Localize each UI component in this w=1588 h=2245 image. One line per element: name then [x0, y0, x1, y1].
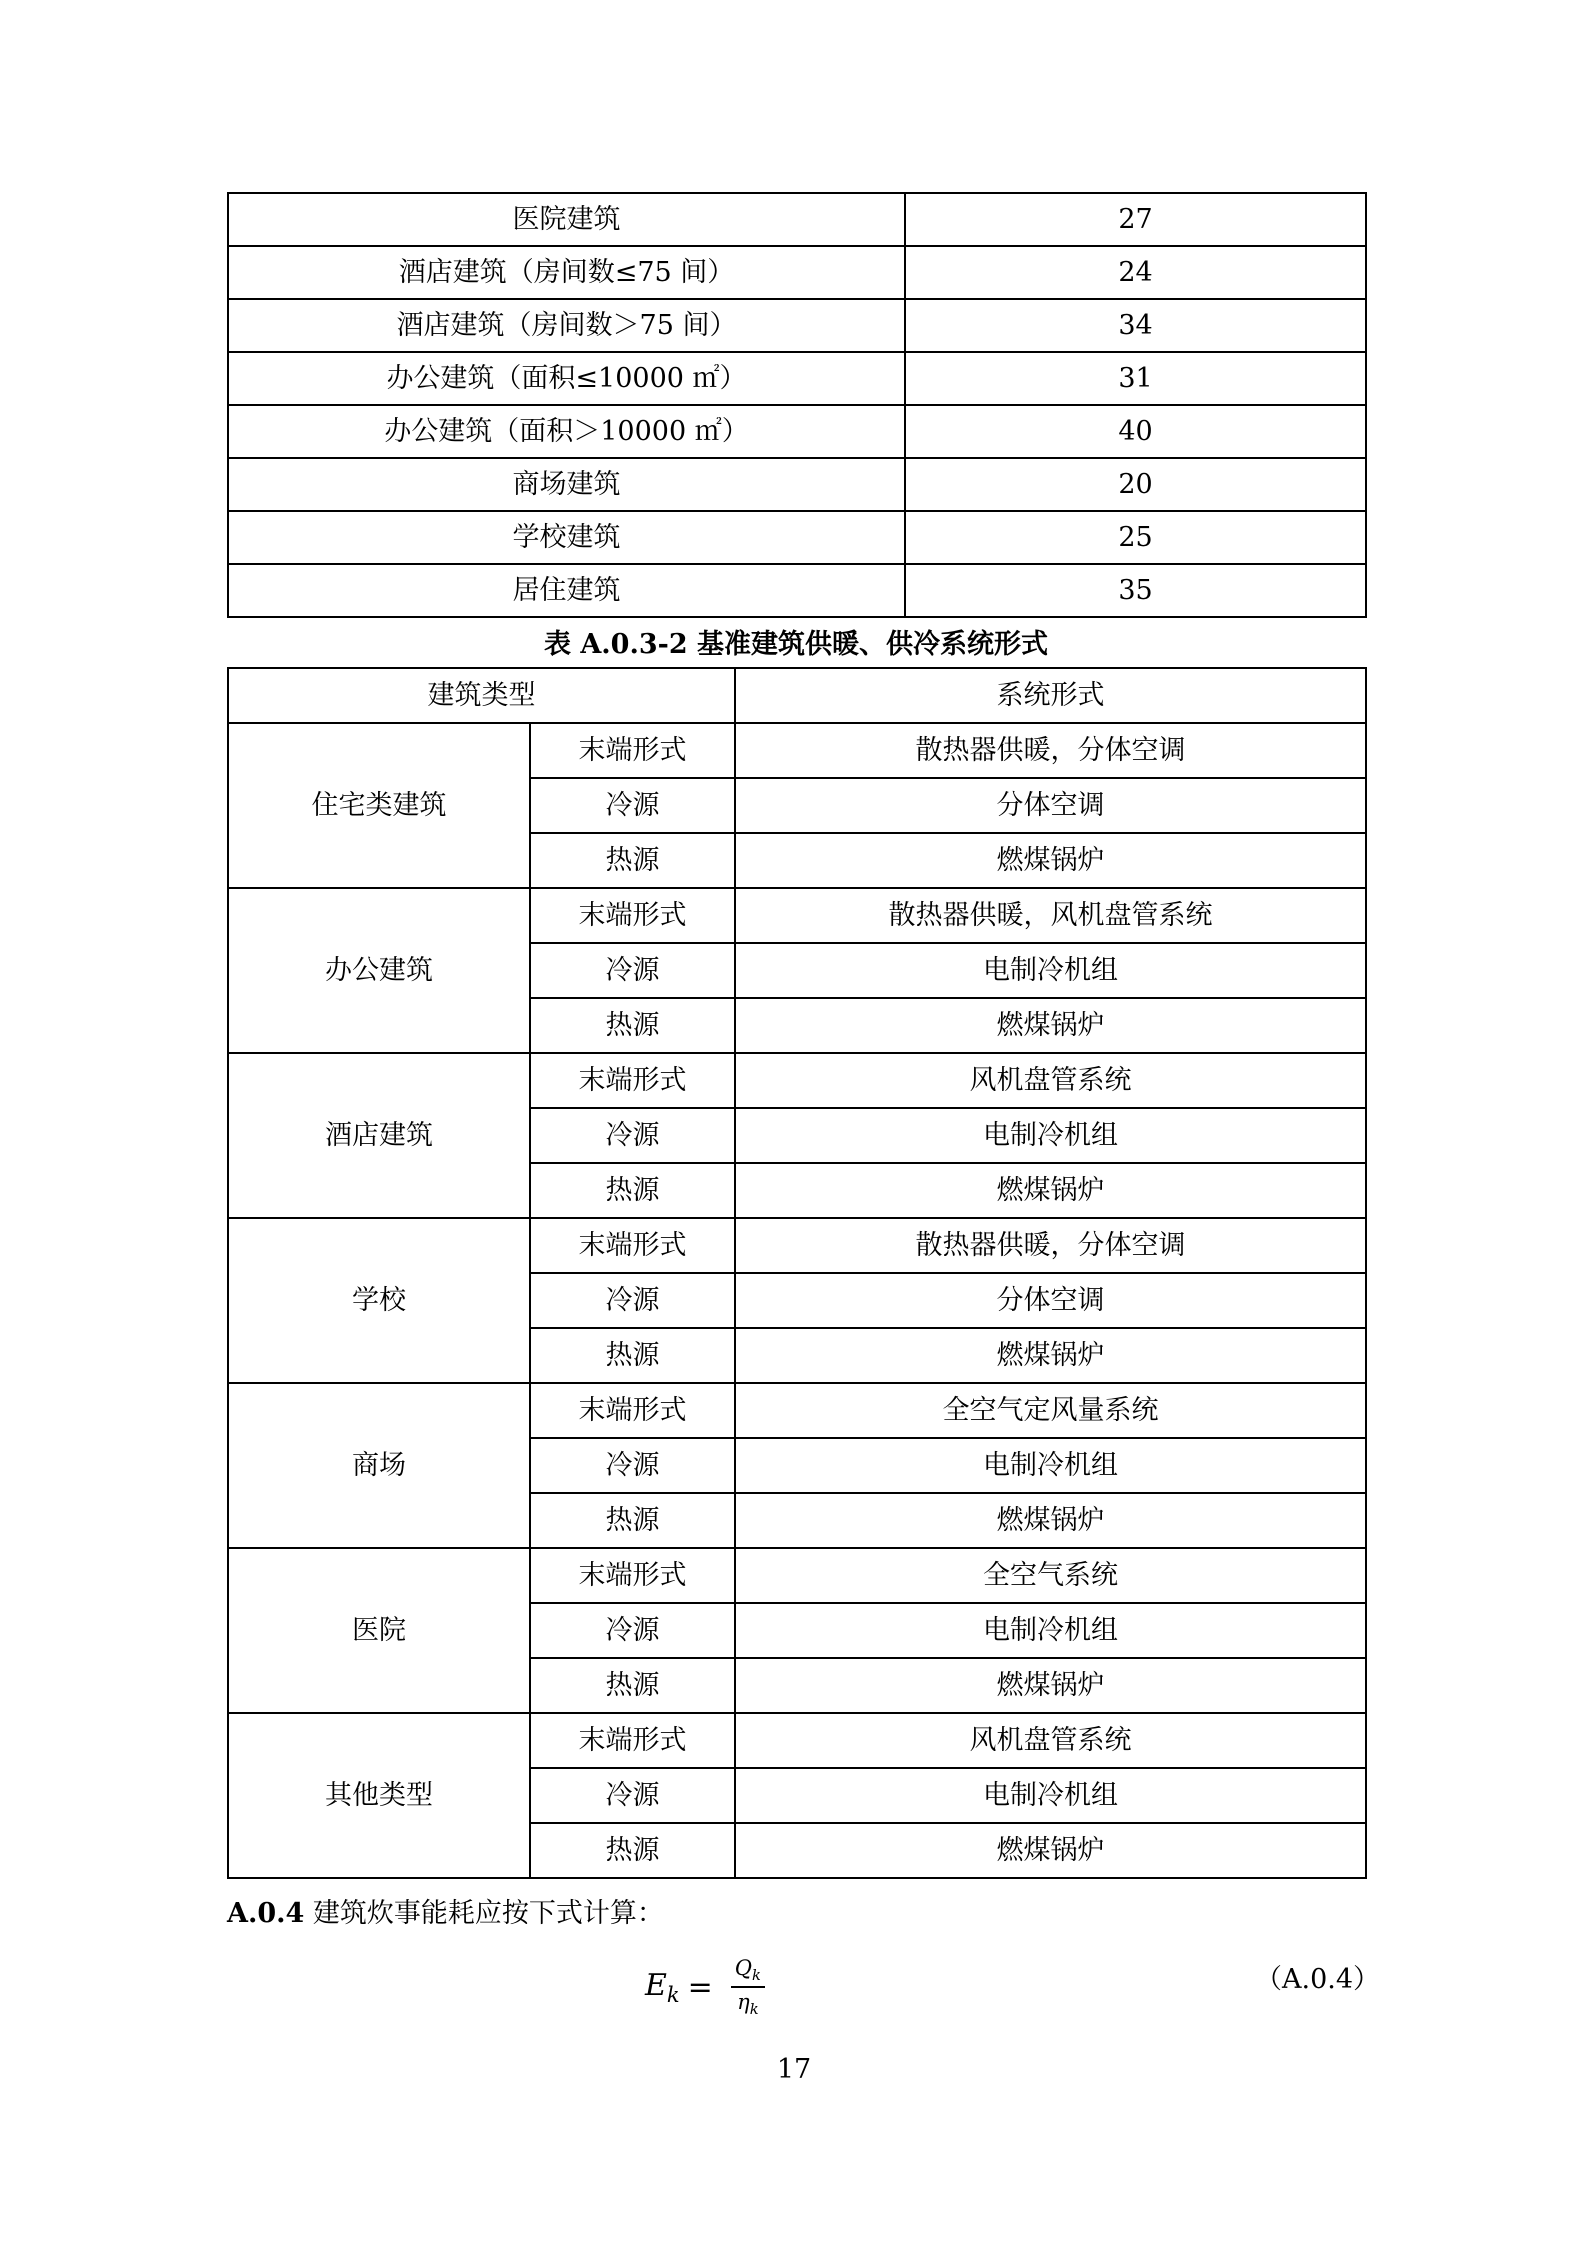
value-cell: 31 [905, 352, 1366, 405]
system-part-cell: 热源 [530, 998, 735, 1053]
system-form-cell: 电制冷机组 [735, 943, 1366, 998]
system-form-cell: 燃煤锅炉 [735, 1493, 1366, 1548]
building-category-cell: 其他类型 [228, 1713, 530, 1878]
system-form-cell: 电制冷机组 [735, 1438, 1366, 1493]
system-form-table [227, 667, 1367, 1879]
system-part-cell: 热源 [530, 1658, 735, 1713]
table-row [228, 1053, 1366, 1108]
system-form-cell: 燃煤锅炉 [735, 1823, 1366, 1878]
building-category-cell: 酒店建筑 [228, 1053, 530, 1218]
section-number: A.0.4 [227, 1898, 305, 1929]
system-form-cell: 散热器供暖，风机盘管系统 [735, 888, 1366, 943]
value-cell: 40 [905, 405, 1366, 458]
formula-fraction [731, 1956, 765, 2018]
table-row [228, 352, 1366, 405]
table-row [228, 1548, 1366, 1603]
building-type-cell: 医院建筑 [228, 193, 905, 246]
system-part-cell: 末端形式 [530, 888, 735, 943]
system-part-cell: 末端形式 [530, 1548, 735, 1603]
table-row [228, 1713, 1366, 1768]
system-part-cell: 冷源 [530, 778, 735, 833]
building-category-cell: 学校 [228, 1218, 530, 1383]
section-a04 [227, 1897, 664, 1931]
system-form-cell: 燃煤锅炉 [735, 998, 1366, 1053]
system-form-cell: 燃煤锅炉 [735, 833, 1366, 888]
building-category-cell: 医院 [228, 1548, 530, 1713]
table-row [228, 1218, 1366, 1273]
value-cell: 20 [905, 458, 1366, 511]
system-form-cell: 燃煤锅炉 [735, 1328, 1366, 1383]
table-row [228, 564, 1366, 617]
table-row [228, 723, 1366, 778]
system-form-cell: 分体空调 [735, 778, 1366, 833]
system-part-cell: 末端形式 [530, 1218, 735, 1273]
value-cell: 27 [905, 193, 1366, 246]
equation-number: （A.0.4） [1255, 1964, 1381, 1995]
system-form-cell: 散热器供暖，分体空调 [735, 723, 1366, 778]
system-part-cell: 热源 [530, 1823, 735, 1878]
value-cell: 35 [905, 564, 1366, 617]
fraction-numerator: $Q_k$ [731, 1956, 765, 1988]
system-part-cell: 冷源 [530, 1108, 735, 1163]
section-text: 建筑炊事能耗应按下式计算： [312, 1898, 664, 1929]
fraction-denominator: $\eta_k$ [737, 1990, 759, 2019]
building-type-cell: 酒店建筑（房间数＞75 间） [228, 299, 905, 352]
system-form-cell: 风机盘管系统 [735, 1053, 1366, 1108]
system-part-cell: 热源 [530, 833, 735, 888]
building-category-cell: 商场 [228, 1383, 530, 1548]
building-type-cell: 居住建筑 [228, 564, 905, 617]
equals-sign: = [687, 1969, 713, 2005]
building-type-cell: 商场建筑 [228, 458, 905, 511]
system-form-cell: 燃煤锅炉 [735, 1163, 1366, 1218]
table-row [228, 511, 1366, 564]
building-type-cell: 学校建筑 [228, 511, 905, 564]
building-category-cell: 住宅类建筑 [228, 723, 530, 888]
system-form-cell: 燃煤锅炉 [735, 1658, 1366, 1713]
system-form-cell: 全空气定风量系统 [735, 1383, 1366, 1438]
table-row [228, 888, 1366, 943]
system-part-cell: 热源 [530, 1163, 735, 1218]
formula [645, 1952, 765, 2022]
table-caption: 表 A.0.3-2 基准建筑供暖、供冷系统形式 [543, 629, 1049, 660]
system-form-cell: 电制冷机组 [735, 1108, 1366, 1163]
table-row [228, 405, 1366, 458]
system-form-cell: 分体空调 [735, 1273, 1366, 1328]
system-part-cell: 冷源 [530, 1768, 735, 1823]
value-cell: 34 [905, 299, 1366, 352]
system-part-cell: 冷源 [530, 943, 735, 998]
table-row [228, 299, 1366, 352]
system-form-cell: 电制冷机组 [735, 1768, 1366, 1823]
system-part-cell: 末端形式 [530, 1383, 735, 1438]
system-part-cell: 末端形式 [530, 723, 735, 778]
system-part-cell: 热源 [530, 1493, 735, 1548]
formula-lhs: $E_k$ [645, 1967, 680, 2007]
table-row [228, 246, 1366, 299]
header-system-form: 系统形式 [735, 668, 1366, 723]
system-form-cell: 风机盘管系统 [735, 1713, 1366, 1768]
value-cell: 24 [905, 246, 1366, 299]
header-building-type: 建筑类型 [228, 668, 735, 723]
system-form-cell: 散热器供暖，分体空调 [735, 1218, 1366, 1273]
benchmark-value-table [227, 192, 1367, 618]
system-part-cell: 冷源 [530, 1438, 735, 1493]
system-part-cell: 冷源 [530, 1273, 735, 1328]
system-part-cell: 末端形式 [530, 1713, 735, 1768]
building-type-cell: 办公建筑（面积＞10000 ㎡） [228, 405, 905, 458]
system-part-cell: 冷源 [530, 1603, 735, 1658]
page-number: 17 [776, 2054, 812, 2085]
system-part-cell: 末端形式 [530, 1053, 735, 1108]
system-form-cell: 全空气系统 [735, 1548, 1366, 1603]
system-part-cell: 热源 [530, 1328, 735, 1383]
building-type-cell: 办公建筑（面积≤10000 ㎡） [228, 352, 905, 405]
value-cell: 25 [905, 511, 1366, 564]
table-row [228, 458, 1366, 511]
building-type-cell: 酒店建筑（房间数≤75 间） [228, 246, 905, 299]
table-header-row [228, 668, 1366, 723]
system-form-cell: 电制冷机组 [735, 1603, 1366, 1658]
table-row [228, 1383, 1366, 1438]
building-category-cell: 办公建筑 [228, 888, 530, 1053]
table-row [228, 193, 1366, 246]
